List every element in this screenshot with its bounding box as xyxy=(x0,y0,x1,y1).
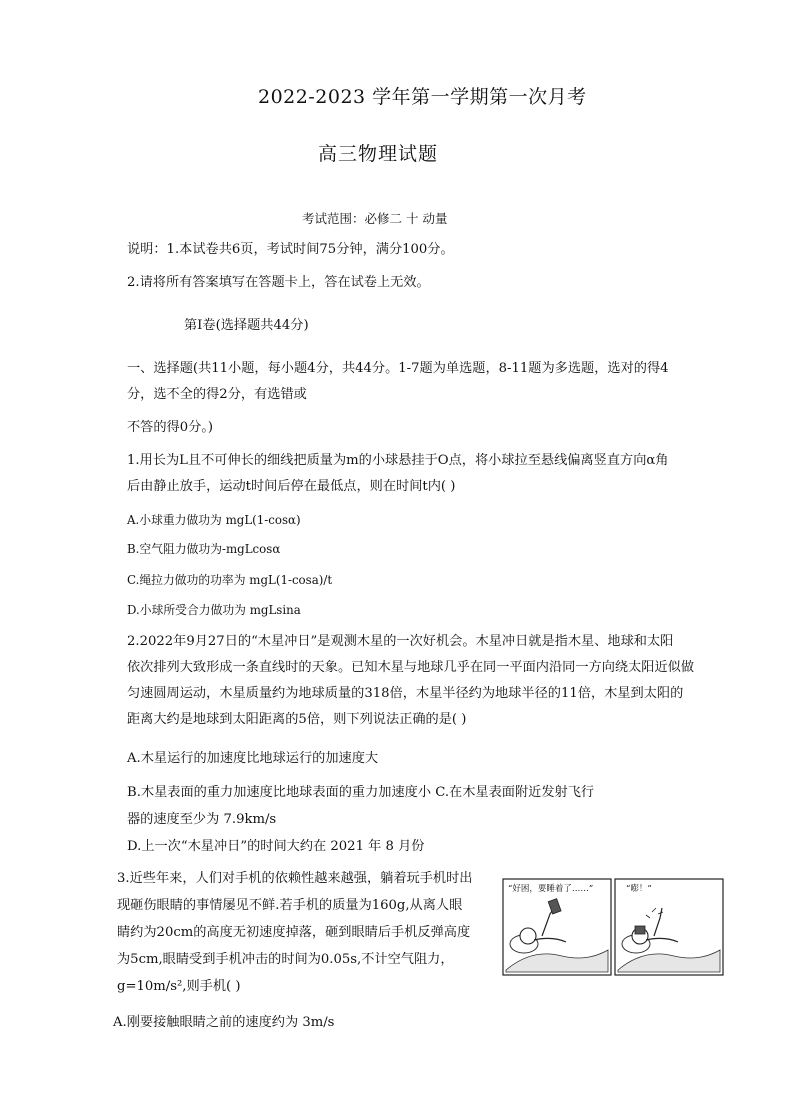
q3-stem-1: 3.近些年来，人们对手机的依赖性越来越强，躺着玩手机时出 xyxy=(117,871,473,886)
q2-stem-1: 2.2022年9月27日的“木星冲日”是观测木星的一次好机会。木星冲日就是指木星、地球和太阳 xyxy=(127,634,674,649)
q1-option-c: C.绳拉力做功的功率为 mgL(1-cosa)/t xyxy=(127,573,333,587)
section-instruction-1: 一、选择题(共11小题，每小题4分，共44分。1-7题为单选题，8-11题为多选题，选对的得4 xyxy=(127,361,669,376)
cartoon-left-caption: “好困，要睡着了……” xyxy=(508,884,594,894)
note-line-2: 2.请将所有答案填写在答题卡上，答在试卷上无效。 xyxy=(127,275,430,290)
q3-stem-4: 为5cm,眼睛受到手机冲击的时间为0.05s,不计空气阻力， xyxy=(117,952,454,967)
q3-stem-3: 睛约为20cm的高度无初速度掉落，砸到眼睛后手机反弹高度 xyxy=(117,925,471,940)
q3-stem-2: 现砸伤眼睛的事情屡见不鲜.若手机的质量为160g,从离人眼 xyxy=(117,898,463,913)
q3-option-a: A.刚要接触眼睛之前的速度约为 3m/s xyxy=(113,1015,335,1030)
section-title: 第Ⅰ卷(选择题共44分) xyxy=(184,318,309,333)
note-line-1: 说明：1.本试卷共6页，考试时间75分钟，满分100分。 xyxy=(127,242,454,257)
q2-option-bc-2: 器的速度至少为 7.9km/s xyxy=(127,812,277,827)
q1-option-d: D.小球所受合力做功为 mgLsina xyxy=(127,603,301,617)
q1-stem-1: 1.用长为L且不可伸长的细线把质量为m的小球悬挂于O点，将小球拉至悬线偏离竖直方向α角 xyxy=(127,453,669,468)
exam-title: 2022-2023 学年第一学期第一次月考 xyxy=(258,86,587,108)
q2-option-a: A.木星运行的加速度比地球运行的加速度大 xyxy=(127,751,379,766)
q2-option-d: D.上一次“木星冲日”的时间大约在 2021 年 8 月份 xyxy=(127,839,425,854)
exam-scope: 考试范围：必修二 十 动量 xyxy=(302,211,448,226)
q3-stem-5: g=10m/s²,则手机( ) xyxy=(117,979,241,994)
q2-option-bc-1: B.木星表面的重力加速度比地球表面的重力加速度小 C.在木星表面附近发射飞行 xyxy=(127,785,595,800)
q2-stem-3: 匀速圆周运动，木星质量约为地球质量的318倍，木星半径约为地球半径的11倍，木星到太阳的 xyxy=(127,686,684,701)
q1-option-a: A.小球重力做功为 mgL(1-cosα) xyxy=(127,513,301,527)
exam-subtitle: 高三物理试题 xyxy=(318,143,439,165)
section-instruction-2: 分，选不全的得2分，有选错或 xyxy=(127,387,307,402)
q2-stem-4: 距离大约是地球到太阳距离的5倍，则下列说法正确的是( ) xyxy=(127,712,467,727)
section-instruction-3: 不答的得0分。) xyxy=(127,420,214,435)
q1-stem-2: 后由静止放手，运动t时间后停在最低点，则在时间t内( ) xyxy=(127,479,456,494)
phone-cartoon-figure xyxy=(502,878,724,976)
q1-option-b: B.空气阻力做功为-mgLcosα xyxy=(127,542,281,556)
cartoon-right-caption: “嘭！” xyxy=(626,884,652,894)
q2-stem-2: 依次排列大致形成一条直线时的天象。已知木星与地球几乎在同一平面内沿同一方向绕太阳近似做 xyxy=(127,660,695,675)
